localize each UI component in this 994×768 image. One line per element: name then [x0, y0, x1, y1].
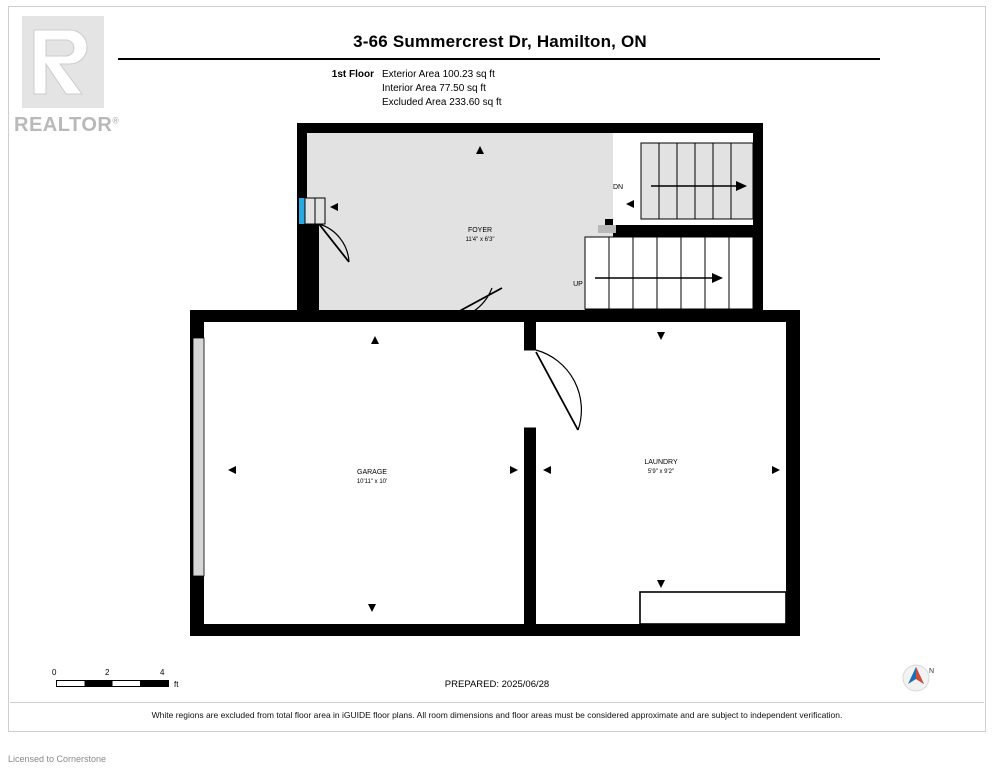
registered-mark: ® — [112, 115, 120, 126]
floor-label: 1st Floor — [331, 69, 374, 80]
exterior-area: Exterior Area 100.23 sq ft — [382, 69, 495, 80]
interior-area: Interior Area 77.50 sq ft — [382, 83, 486, 94]
room-dimensions-laundry: 5'9" x 9'2" — [647, 469, 675, 475]
room-dimensions-foyer: 11'4" x 6'3" — [465, 237, 495, 243]
prepared-date: PREPARED: 2025/06/28 — [444, 679, 550, 690]
page-title: 3-66 Summercrest Dr, Hamilton, ON — [353, 32, 647, 51]
stair-label-dn: DN — [612, 184, 624, 191]
room-label-foyer: FOYER — [467, 227, 493, 234]
excluded-area: Excluded Area 233.60 sq ft — [382, 97, 502, 108]
scale-tick-2: 2 — [105, 668, 110, 677]
room-label-laundry: LAUNDRY — [644, 459, 678, 466]
room-label-garage: GARAGE — [357, 469, 387, 476]
scale-unit-label: ft — [174, 680, 179, 689]
room-dimensions-garage: 10'11" x 10' — [356, 479, 388, 485]
scale-tick-4: 4 — [160, 668, 165, 677]
compass-north-label: N — [929, 668, 935, 675]
disclaimer-text: White regions are excluded from total floor area in iGUIDE floor plans. All room dimensions and floor areas must be considered approximate and are subject to independent verification. — [151, 710, 843, 720]
stairs-up — [573, 237, 763, 321]
compass-icon — [898, 658, 938, 698]
lower-block — [190, 310, 800, 636]
disclaimer-divider — [10, 702, 984, 703]
scale-tick-0: 0 — [52, 668, 57, 677]
licensed-to-text: Licensed to Cornerstone — [8, 754, 107, 764]
stairs-down — [598, 143, 763, 237]
stair-label-up: UP — [573, 281, 583, 288]
realtor-wordmark-text: REALTOR — [14, 114, 113, 136]
